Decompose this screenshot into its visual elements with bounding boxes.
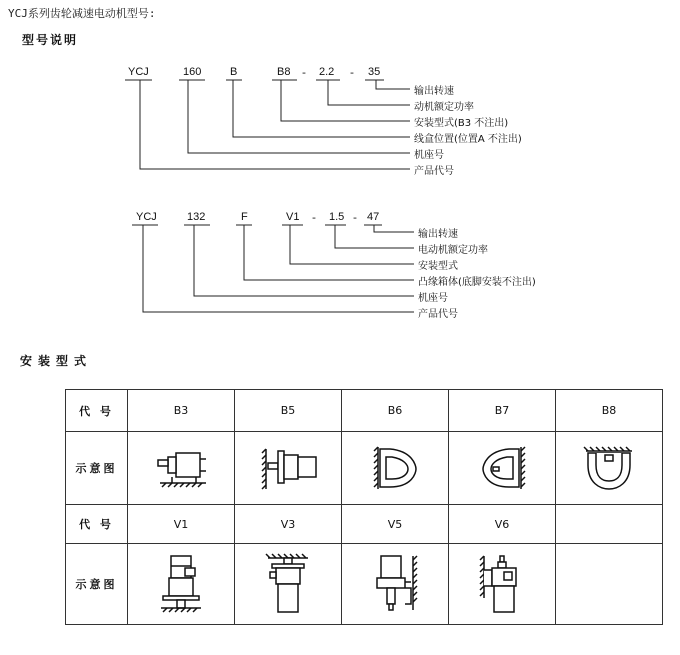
code-b7: B7 bbox=[449, 390, 556, 432]
code-v6: V6 bbox=[449, 505, 556, 544]
diagram-cell-v3 bbox=[235, 544, 342, 625]
desc-product-code: 产品代号 bbox=[418, 309, 458, 320]
v1-vertical-flange-down-icon bbox=[151, 552, 211, 616]
diagram-cell-v5 bbox=[342, 544, 449, 625]
code-v3: V3 bbox=[235, 505, 342, 544]
mount-type-table bbox=[65, 389, 663, 625]
row-label-code: 代 号 bbox=[66, 390, 128, 432]
row-label-diagram: 示意图 bbox=[66, 544, 128, 625]
section-heading-mount: 安装型式 bbox=[20, 354, 93, 368]
desc-rated-power: 电动机额定功率 bbox=[418, 245, 488, 256]
code-part-speed: 47 bbox=[367, 211, 380, 223]
code-part-mount: V1 bbox=[286, 211, 300, 223]
code-part-series: YCJ bbox=[136, 211, 157, 223]
table-row bbox=[66, 544, 663, 625]
code-separator: - bbox=[353, 211, 357, 224]
diagram-cell-b3 bbox=[128, 432, 235, 505]
desc-frame-no: 机座号 bbox=[414, 150, 444, 161]
desc-mount-type: 安装型式(B3 不注出) bbox=[414, 118, 509, 129]
code-part-power: 2.2 bbox=[319, 66, 335, 78]
code-separator: - bbox=[302, 66, 306, 79]
empty-cell bbox=[556, 505, 663, 544]
code-b6: B6 bbox=[342, 390, 449, 432]
diagram-cell-v6 bbox=[449, 544, 556, 625]
b5-flange-mount-icon bbox=[248, 443, 328, 493]
diagram-cell-b5 bbox=[235, 432, 342, 505]
section-heading-model: 型号说明 bbox=[22, 33, 79, 47]
table-row bbox=[66, 390, 663, 432]
code-part-speed: 35 bbox=[368, 66, 381, 78]
empty-cell bbox=[556, 544, 663, 625]
table-row bbox=[66, 505, 663, 544]
desc-frame-no: 机座号 bbox=[418, 293, 448, 304]
code-separator: - bbox=[312, 211, 316, 224]
code-v1: V1 bbox=[128, 505, 235, 544]
row-label-code: 代 号 bbox=[66, 505, 128, 544]
desc-terminal-box: 线盒位置(位置A 不注出) bbox=[414, 134, 522, 145]
code-part-mount: B8 bbox=[277, 66, 291, 78]
table-row bbox=[66, 432, 663, 505]
code-part-box: F bbox=[241, 211, 248, 223]
code-part-frame: 160 bbox=[183, 66, 202, 78]
code-b5: B5 bbox=[235, 390, 342, 432]
desc-output-speed: 输出转速 bbox=[418, 229, 458, 240]
diagram-cell-b8 bbox=[556, 432, 663, 505]
code-part-frame: 132 bbox=[187, 211, 206, 223]
page-title: YCJ系列齿轮减速电动机型号: bbox=[8, 7, 156, 20]
v3-vertical-flange-up-icon bbox=[258, 552, 318, 616]
desc-flange-box: 凸缘箱体(底脚安装不注出) bbox=[418, 277, 536, 288]
v6-vertical-wall-up-icon bbox=[472, 552, 532, 616]
row-label-diagram: 示意图 bbox=[66, 432, 128, 505]
code-separator: - bbox=[350, 66, 354, 79]
desc-rated-power: 动机额定功率 bbox=[414, 102, 474, 113]
code-v5: V5 bbox=[342, 505, 449, 544]
code-part-series: YCJ bbox=[128, 66, 149, 78]
code-b8: B8 bbox=[556, 390, 663, 432]
b8-ceiling-mount-icon bbox=[574, 443, 644, 493]
b6-wall-mount-left-icon bbox=[360, 443, 430, 493]
code-b3: B3 bbox=[128, 390, 235, 432]
desc-mount-type: 安装型式 bbox=[418, 261, 458, 272]
v5-vertical-wall-down-icon bbox=[365, 552, 425, 616]
code-part-box: B bbox=[230, 66, 238, 78]
diagram-cell-b7 bbox=[449, 432, 556, 505]
code-part-power: 1.5 bbox=[329, 211, 345, 223]
desc-output-speed: 输出转速 bbox=[414, 86, 454, 97]
b7-wall-mount-right-icon bbox=[467, 443, 537, 493]
diagram-cell-b6 bbox=[342, 432, 449, 505]
b3-foot-mount-icon bbox=[146, 443, 216, 493]
diagram-cell-v1 bbox=[128, 544, 235, 625]
desc-product-code: 产品代号 bbox=[414, 166, 454, 177]
